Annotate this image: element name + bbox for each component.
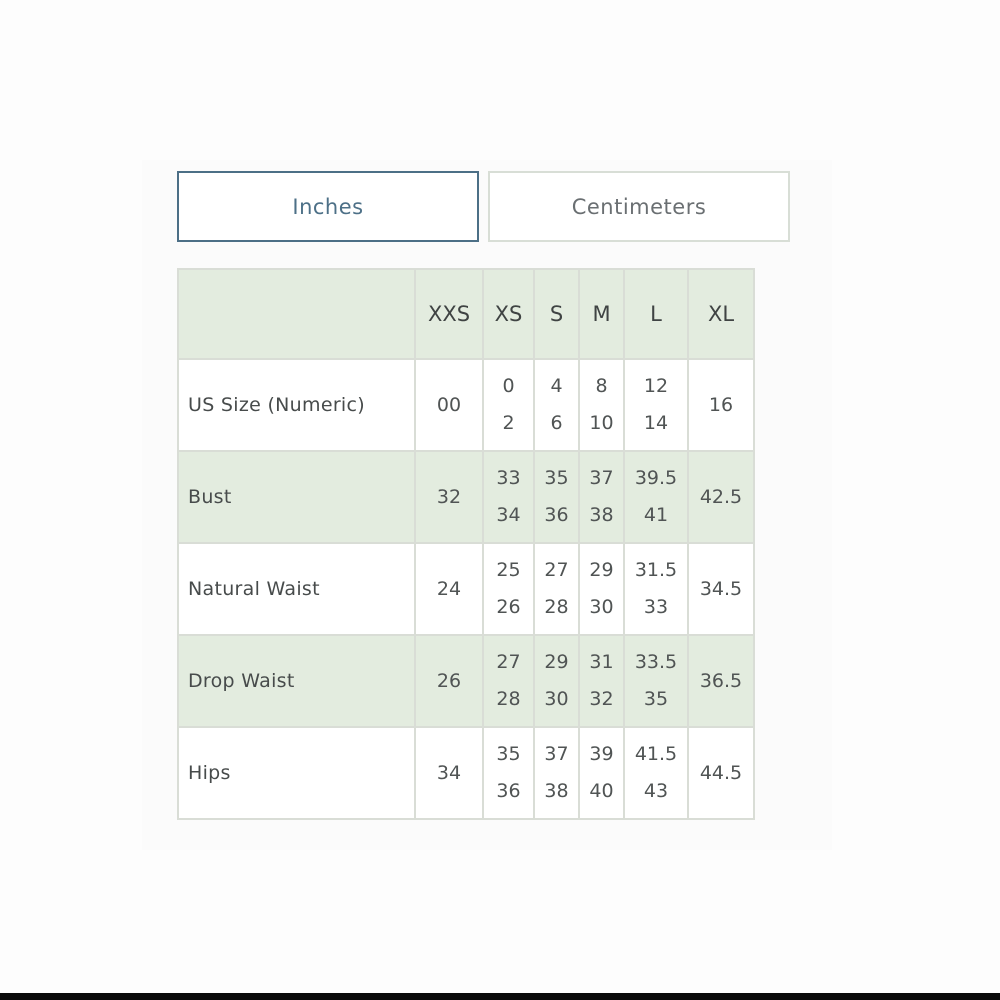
cell-value: 41 bbox=[643, 504, 669, 526]
header-cell bbox=[178, 269, 415, 359]
table-cell bbox=[688, 451, 754, 543]
cell-value: 41.5 bbox=[634, 743, 678, 765]
table-row bbox=[178, 727, 754, 819]
table-row bbox=[178, 359, 754, 451]
cell-value: 42.5 bbox=[699, 485, 743, 508]
table-cell bbox=[415, 359, 483, 451]
table-cell bbox=[483, 359, 534, 451]
table-row bbox=[178, 635, 754, 727]
table-cell bbox=[483, 451, 534, 543]
table-cell bbox=[534, 359, 579, 451]
table-cell bbox=[688, 635, 754, 727]
cell-value: 26 bbox=[496, 596, 521, 618]
row-label: Bust bbox=[178, 451, 415, 543]
header-row bbox=[178, 269, 754, 359]
cell-value: 0 bbox=[502, 375, 515, 397]
cell-value: 6 bbox=[550, 412, 563, 434]
table-cell bbox=[415, 451, 483, 543]
table-cell bbox=[579, 451, 624, 543]
cell-value: 33 bbox=[496, 467, 521, 489]
table-cell bbox=[579, 543, 624, 635]
cell-value: 26 bbox=[436, 669, 462, 692]
cell-value: 40 bbox=[589, 780, 614, 802]
table-cell bbox=[534, 543, 579, 635]
header-cell-m: M bbox=[579, 269, 624, 359]
cell-value: 8 bbox=[595, 375, 608, 397]
table-cell bbox=[624, 635, 688, 727]
size-table bbox=[177, 268, 755, 820]
cell-value: 36 bbox=[496, 780, 521, 802]
table-row bbox=[178, 543, 754, 635]
cell-value: 35 bbox=[643, 688, 669, 710]
cell-value: 36 bbox=[544, 504, 569, 526]
row-label: Natural Waist bbox=[178, 543, 415, 635]
cell-value: 35 bbox=[496, 743, 521, 765]
cell-value: 30 bbox=[589, 596, 614, 618]
tab-centimeters[interactable]: Centimeters bbox=[488, 171, 790, 242]
cell-value: 14 bbox=[643, 412, 669, 434]
tab-inches[interactable]: Inches bbox=[177, 171, 479, 242]
cell-value: 34 bbox=[496, 504, 521, 526]
cell-value: 32 bbox=[589, 688, 614, 710]
cell-value: 10 bbox=[589, 412, 614, 434]
row-label: Drop Waist bbox=[178, 635, 415, 727]
cell-value: 32 bbox=[436, 485, 462, 508]
header-cell-xl: XL bbox=[688, 269, 754, 359]
cell-value: 27 bbox=[544, 559, 569, 581]
header-cell-l: L bbox=[624, 269, 688, 359]
cell-value: 2 bbox=[502, 412, 515, 434]
unit-tabs bbox=[177, 171, 790, 242]
row-label: Hips bbox=[178, 727, 415, 819]
table-cell bbox=[483, 543, 534, 635]
cell-value: 00 bbox=[436, 393, 462, 416]
table-cell bbox=[688, 359, 754, 451]
cell-value: 34.5 bbox=[699, 577, 743, 600]
cell-value: 28 bbox=[544, 596, 569, 618]
cell-value: 37 bbox=[589, 467, 614, 489]
table-cell bbox=[534, 451, 579, 543]
table-cell bbox=[534, 635, 579, 727]
cell-value: 29 bbox=[589, 559, 614, 581]
cell-value: 39.5 bbox=[634, 467, 678, 489]
cell-value: 37 bbox=[544, 743, 569, 765]
cell-value: 44.5 bbox=[699, 761, 743, 784]
cell-value: 33.5 bbox=[634, 651, 678, 673]
table-row bbox=[178, 451, 754, 543]
cell-value: 27 bbox=[496, 651, 521, 673]
table-cell bbox=[688, 727, 754, 819]
table-cell bbox=[415, 727, 483, 819]
header-cell-xs: XS bbox=[483, 269, 534, 359]
cell-value: 35 bbox=[544, 467, 569, 489]
table-cell bbox=[579, 727, 624, 819]
cell-value: 43 bbox=[643, 780, 669, 802]
cell-value: 24 bbox=[436, 577, 462, 600]
cell-value: 39 bbox=[589, 743, 614, 765]
table-cell bbox=[624, 359, 688, 451]
table-cell bbox=[688, 543, 754, 635]
cell-value: 16 bbox=[708, 393, 734, 416]
bottom-bar bbox=[0, 993, 1000, 1000]
cell-value: 38 bbox=[544, 780, 569, 802]
header-cell-s: S bbox=[534, 269, 579, 359]
header-cell-xxs: XXS bbox=[415, 269, 483, 359]
table-cell bbox=[534, 727, 579, 819]
cell-value: 31.5 bbox=[634, 559, 678, 581]
table-cell bbox=[579, 635, 624, 727]
cell-value: 4 bbox=[550, 375, 563, 397]
cell-value: 29 bbox=[544, 651, 569, 673]
cell-value: 36.5 bbox=[699, 669, 743, 692]
row-label: US Size (Numeric) bbox=[178, 359, 415, 451]
cell-value: 34 bbox=[436, 761, 462, 784]
table-cell bbox=[483, 635, 534, 727]
cell-value: 28 bbox=[496, 688, 521, 710]
cell-value: 25 bbox=[496, 559, 521, 581]
cell-value: 33 bbox=[643, 596, 669, 618]
table-cell bbox=[624, 543, 688, 635]
table-cell bbox=[415, 635, 483, 727]
cell-value: 31 bbox=[589, 651, 614, 673]
table-cell bbox=[415, 543, 483, 635]
table-cell bbox=[624, 727, 688, 819]
table-cell bbox=[579, 359, 624, 451]
table-cell bbox=[483, 727, 534, 819]
cell-value: 38 bbox=[589, 504, 614, 526]
cell-value: 12 bbox=[643, 375, 669, 397]
table-cell bbox=[624, 451, 688, 543]
cell-value: 30 bbox=[544, 688, 569, 710]
